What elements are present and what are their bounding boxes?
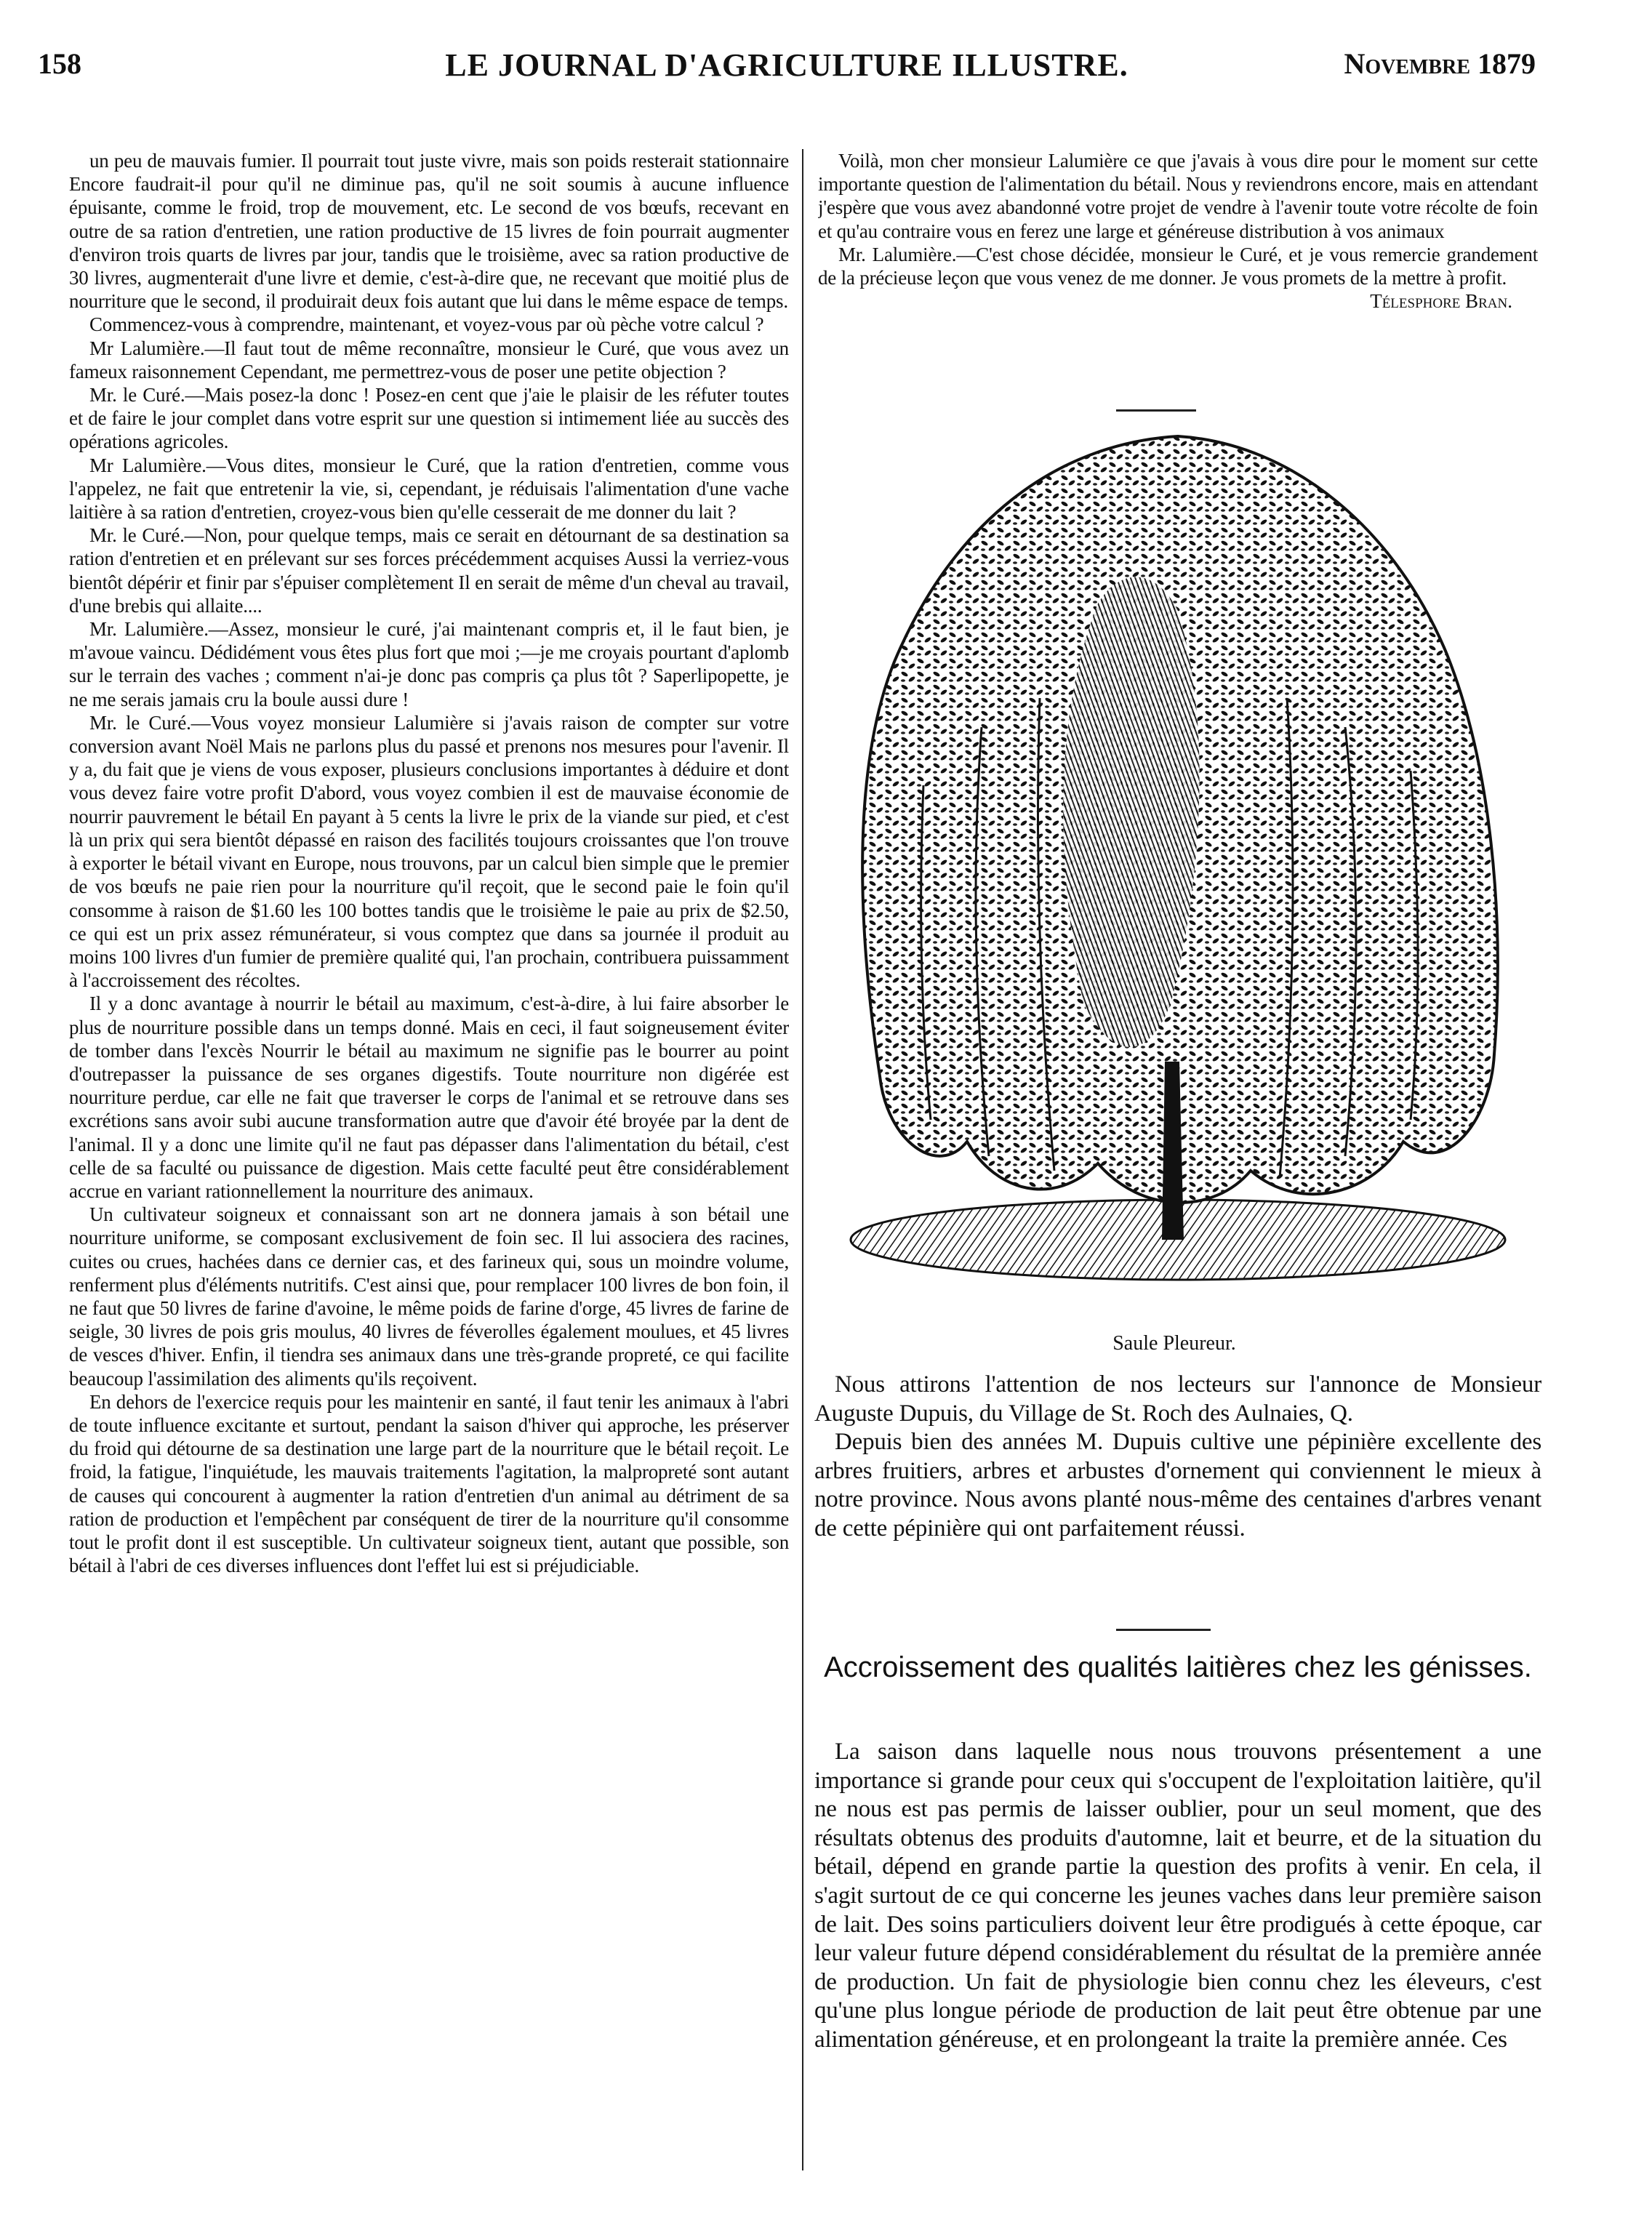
paragraph: Il y a donc avantage à nourrir le bétail au maximum, c'est-à-dire, à lui faire absorber le plus de nourriture possible dans un temps donné. Mais en ceci, il faut soigneusement éviter de tomber dans l'excès Nourrir le bétail au maximum ne signifie pas le bourrer au point d'outrepasser la puissance de ses organes digestifs. Toute nourriture non digérée est nourriture perdue, car elle ne fait que traverser le corps de l'animal et se retrouve dans ses excrétions sans avoir subi aucune transformation autre que d'avoir été broyée par la dent de l'animal. Il y a donc une limite qu'il ne faut pas dépasser dans l'alimentation du bétail, c'est celle de sa faculté ou puissance de digestion. Mais cette faculté peut être considérablement accrue en variant rationnellement la nourriture des animaux. — [69, 993, 789, 1202]
paragraph: Mr. le Curé.—Vous voyez monsieur Lalumière si j'avais raison de compter sur votre conversion avant Noël Mais ne parlons plus du passé et prenons nos mesures pour l'avenir. Il y a, du fait que je viens de vous exposer, plusieurs conclusions importantes à déduire et dont vous devez faire votre profit D'abord, vous voyez combien il est de mauvaise économie de nourrir pauvrement le bétail En payant à 5 cents la livre le prix de la viande sur pied, et c'est là un prix qui sera bientôt dépassé en raison des facilités toujours croissantes que l'on trouve à exporter le bétail vivant en Europe, nous trouvons, par un calcul bien simple que le premier de vos bœufs ne paie rien pour la nourriture qu'il reçoit, que le second paie le foin qu'il consomme à raison de $1.60 les 100 bottes tandis que le troisième le paie au prix de $2.50, ce qui est un prix assez rémunérateur, si vous comptez que dans sa journée il produit au moins 100 livres d'un fumier de première qualité qui, l'an prochain, contribuera puissamment à l'accroissement des récoltes. — [69, 711, 789, 992]
author-signature: Télesphore Bran. — [1370, 290, 1512, 313]
paragraph: Depuis bien des années M. Dupuis cultive une pépinière excellente des arbres fruitiers, arbres et arbustes d'ornement qui conviennent le mieux à notre province. Nous avons planté nous-même des centaines d'arbres venant de cette pépinière qui ont parfaitement réussi. — [814, 1429, 1541, 1542]
journal-title: LE JOURNAL D'AGRICULTURE ILLUSTRE. — [445, 47, 1128, 83]
paragraph: Commencez-vous à comprendre, maintenant, et voyez-vous par où pèche votre calcul ? — [89, 313, 764, 336]
paragraph: En dehors de l'exercice requis pour les maintenir en santé, il faut tenir les animaux à l'abri de toute influence excitante et surtout, pendant la saison d'hiver qui approche, les préserver du froid qui détourne de sa destination une large part de la nourriture que le bétail reçoit. Le froid, la fatigue, l'inquiétude, les mauvais traitements l'agitation, la malpropreté sont autant de causes qui concourent à augmenter la ration d'entretien d'un animal au détriment de sa ration de production et l'empêchent par conséquent de tirer de la nourriture qu'il consomme tout le profit dont il est susceptible. Un cultivateur soigneux tient, autant que possible, son bétail à l'abri de ces diverses influences dont l'effet lui est si préjudiciable. — [69, 1390, 789, 1577]
paragraph: Mr. Lalumière.—Assez, monsieur le curé, j'ai maintenant compris et, il le faut bien, je m'avoue vaincu. Dédidément vous êtes plus fort que moi ;—je me croyais pourtant d'aplomb sur le terrain des vaches ; comment n'ai-je donc pas compris ça plus tôt ? Saperlipopette, je ne me serais jamais cru la boule aussi dure ! — [69, 618, 789, 710]
weeping-willow-engraving — [836, 422, 1512, 1323]
figure-caption: Saule Pleureur. — [1112, 1332, 1236, 1355]
left-column — [69, 149, 789, 2181]
issue-date: Novembre 1879 — [1344, 47, 1536, 80]
paragraph: Mr Lalumière.—Il faut tout de même reconnaître, monsieur le Curé, que vous avez un fameux raisonnement Cependant, me permettrez-vous de poser une petite objection ? — [69, 337, 789, 382]
right-column-top — [818, 149, 1538, 404]
paragraph: Voilà, mon cher monsieur Lalumière ce que j'avais à vous dire pour le moment sur cette importante question de l'alimentation du bétail. Nous y reviendrons encore, mais en attendant j'espère que vous avez abandonné votre projet de vendre à l'avenir toute votre récolte de foin et qu'au contraire vous en ferez une large et généreuse distribution à vos animaux — [818, 150, 1538, 242]
page-number: 158 — [38, 47, 81, 80]
section-divider — [1116, 1629, 1211, 1631]
article-heading: Accroissement des qualités laitières chez les génisses. — [824, 1651, 1532, 1683]
running-head — [38, 47, 1536, 90]
section-divider — [1116, 409, 1196, 412]
paragraph: Mr Lalumière.—Vous dites, monsieur le Curé, que la ration d'entretien, comme vous l'appelez, ne fait que entretenir la vie, si, cependant, je réduisais l'alimentation d'une vache laitière à sa ration d'entretien, croyez-vous bien qu'elle cesserait de me donner du lait ? — [69, 454, 789, 524]
paragraph: Nous attirons l'attention de nos lecteurs sur l'annonce de Monsieur Auguste Dupuis, du Village de St. Roch des Aulnaies, Q. — [814, 1371, 1541, 1427]
paragraph: Mr. le Curé.—Non, pour quelque temps, mais ce serait en détournant de sa destination sa ration d'entretien et en prélevant sur ses forces précédemment acquises Aussi la verriez-vous bientôt dépérir et finir par s'épuiser complètement Il en serait de même d'un cheval au travail, d'une brebis qui allaite.... — [69, 524, 789, 617]
article-body — [814, 1738, 1541, 2174]
paragraph: un peu de mauvais fumier. Il pourrait tout juste vivre, mais son poids resterait stationnaire Encore faudrait-il pour qu'il ne diminue pas, qu'il ne soit soumis à aucune influence épuisante, comme le froid, trop de mouvement, etc. Le second de vos bœufs, recevant en outre de sa ration d'entretien, une ration productive de 15 livres de foin pourrait augmenter d'environ trois quarts de livres par jour, tandis que le troisième, avec sa ration productive de 30 livres, augmenterait d'une livre et demie, c'est-à-dire que, ne recevant que moitié plus de nourriture que le second, il produirait deux fois autant que lui dans le même espace de temps. — [69, 150, 789, 313]
paragraph: La saison dans laquelle nous nous trouvons présentement a une importance si grande pour ceux qui s'occupent de l'exploitation laitière, qu'il ne nous est pas permis de laisser oublier, pour un seul moment, que des résultats obtenus des produits d'automne, lait et beurre, et de la situation du bétail, dépend en grande partie la question des profits à venir. En cela, il s'agit surtout de ce qui concerne les jeunes vaches dans leur première saison de lait. Des soins particuliers doivent leur être prodigués à cette époque, car leur valeur future dépend considérablement du résultat de la première année de production. Un fait de physiologie bien connu chez les éleveurs, c'est qu'une plus longue période de production de lait peut être obtenue par une alimentation généreuse, et en prolongeant la traite la première année. Ces — [814, 1739, 1541, 2053]
paragraph: Un cultivateur soigneux et connaissant son art ne donnera jamais à son bétail une nourriture uniforme, se composant exclusivement de foin sec. Il lui associera des racines, cuites ou crues, hachées dans ce dernier cas, et des farineux qui, sous un moindre volume, renferment plus d'éléments nutritifs. C'est ainsi que, pour remplacer 100 livres de bon foin, il ne faut que 50 livres de farine d'avoine, le même poids de farine d'orge, 45 livres de farine de seigle, 30 livres de pois gris moulus, 40 livres de féverolles également moulues, et 45 livres de vesces d'hiver. Enfin, il tiendra ses animaux dans une très-grande propreté, ce qui facilite beaucoup l'assimilation des aliments qu'ils reçoivent. — [69, 1203, 789, 1390]
paragraph: Mr. le Curé.—Mais posez-la donc ! Posez-en cent que j'aie le plaisir de les réfuter toutes et de faire le jour complet dans votre esprit sur une question si intimement liée au succès des opérations agricoles. — [69, 384, 789, 453]
nursery-notice — [814, 1371, 1541, 1614]
paragraph: Mr. Lalumière.—C'est chose décidée, monsieur le Curé, et je vous remercie grandement de la précieuse leçon que vous venez de me donner. Je vous promets de la mettre à profit. — [818, 243, 1538, 289]
column-rule — [802, 149, 803, 2170]
